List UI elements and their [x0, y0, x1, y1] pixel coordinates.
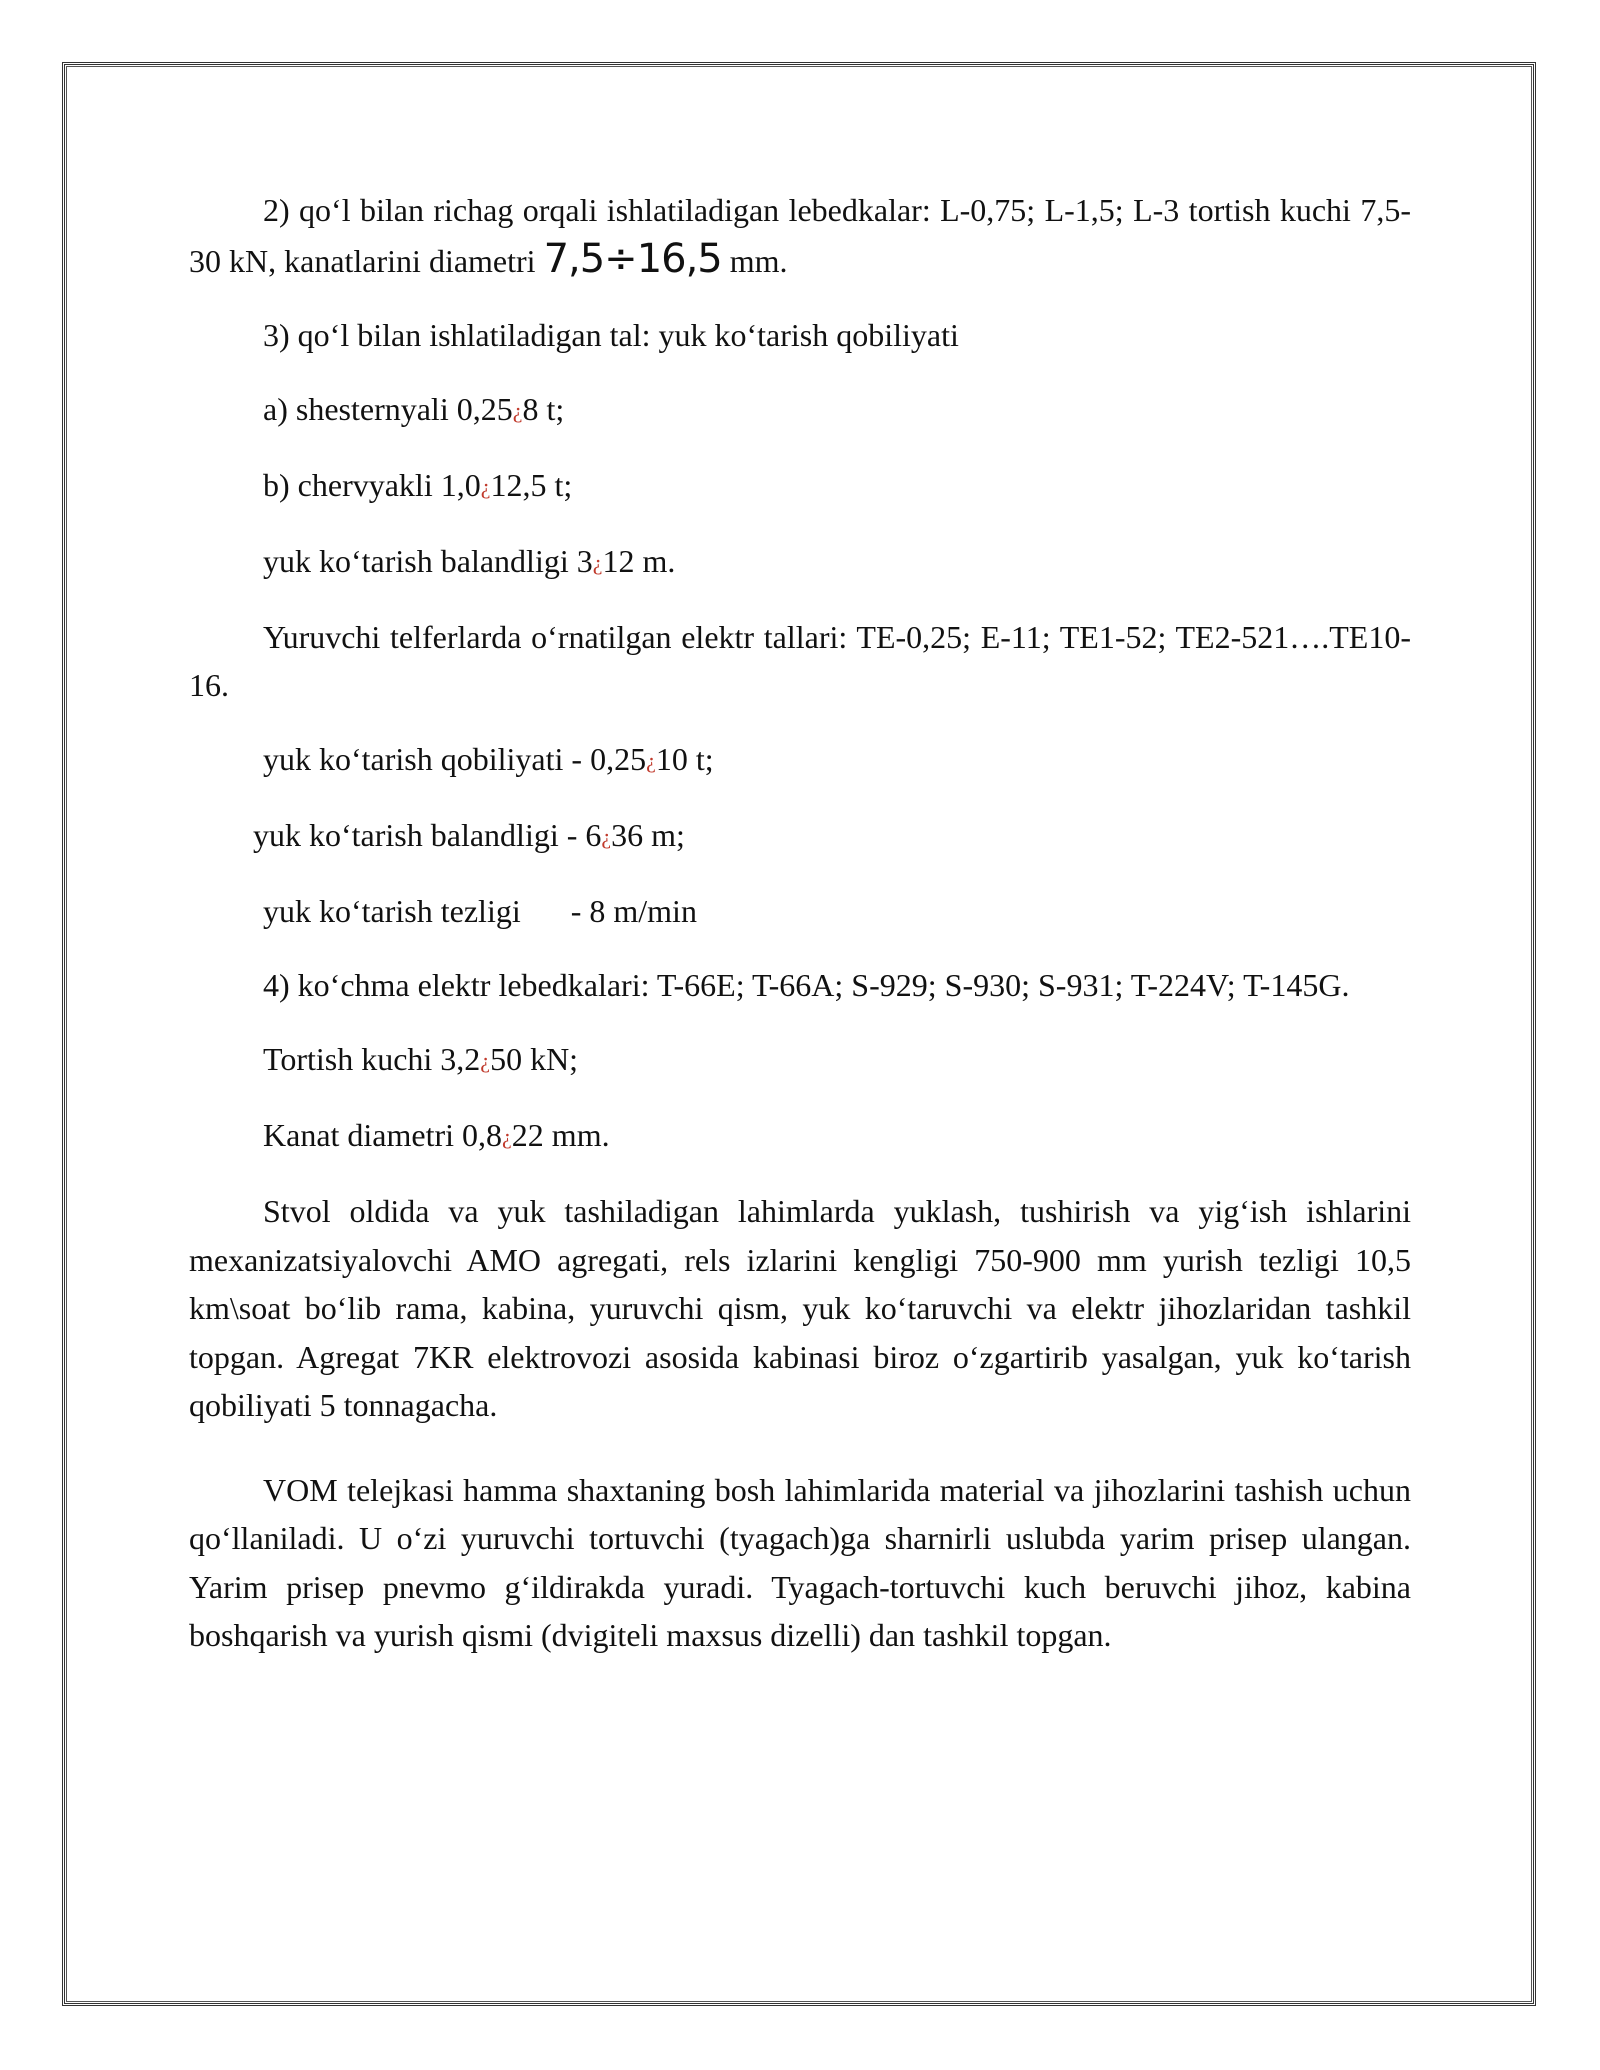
- text: - 8 m/min: [570, 893, 697, 929]
- text: Kanat diametri 0,8: [263, 1117, 503, 1153]
- text: 3) qoʻl bilan ishlatiladigan tal: yuk koʻtarish qobiliyati: [263, 316, 959, 353]
- range-glyph: ¿: [480, 473, 491, 499]
- range-glyph: ¿: [480, 1048, 491, 1073]
- text: VOM telejkasi hamma shaxtaning bosh lahimlarida material va jihozlarini tashish uchun qoʻllaniladi. U oʻzi yuruvchi tortuvchi (tyagach)ga sharnirli uslubda yarim prisep ulangan. Yarim prisep pnevmo gʻildirakda yuradi. Tyagach-tortuvchi kuch beruvchi jihoz, kabina boshqarish va yurish qismi (dvigiteli maxsus dizelli) dan tashkil topgan.: [189, 1471, 1411, 1653]
- text: yuk koʻtarish balandligi 3: [263, 542, 593, 579]
- text: 2) qoʻl bilan richag orqali ishlatiladigan lebedkalar: L-0,75; L-1,5; L-3 tortish kuchi 7,5-30 kN, kanatlarini diametri: [189, 192, 1411, 279]
- paragraph-rope-diameter: [189, 1111, 1411, 1162]
- text: 4) koʻchma elektr lebedkalari: T-66E; T-66A; S-929; S-930; S-931; T-224V; T-145G.: [263, 967, 1350, 1003]
- text: 12,5 t;: [490, 466, 573, 503]
- text: Tortish kuchi 3,2: [263, 1041, 481, 1077]
- text: 8 t;: [522, 390, 565, 427]
- paragraph-hand-winches: [189, 186, 1411, 285]
- text: yuk koʻtarish tezligi: [263, 893, 521, 929]
- text: 12 m.: [602, 542, 676, 579]
- text: mm.: [729, 242, 788, 279]
- range-glyph: ¿: [601, 824, 612, 849]
- paragraph-capacity: [189, 735, 1411, 786]
- text: yuk koʻtarish qobiliyati - 0,25: [263, 741, 647, 777]
- paragraph-mobile-winches: [189, 961, 1411, 1010]
- paragraph-telfer-height: [189, 811, 1411, 862]
- paragraph-telfers: [189, 613, 1411, 710]
- paragraph-vom-trolley: [189, 1466, 1411, 1660]
- text: Stvol oldida va yuk tashiladigan lahimlarda yuklash, tushirish va yigʻish ishlarini mexanizatsiyalovchi AMO agregati, rels izlarini kengligi 750-900 mm yurish tezligi 10,5 km\soat boʻlib rama, kabina, yuruvchi qism, yuk koʻtaruvchi va elektr jihozlaridan tashkil topgan. Agregat 7KR elektrovozi asosida kabinasi biroz oʻzgartirib yasalgan, yuk koʻtarish qobiliyati 5 tonnagacha.: [189, 1193, 1411, 1423]
- text: 22 mm.: [511, 1117, 610, 1153]
- range-glyph: ¿: [512, 397, 523, 423]
- paragraph-lift-height: [189, 537, 1411, 588]
- range-glyph: ¿: [592, 549, 603, 575]
- text: 50 kN;: [490, 1041, 579, 1077]
- text: 36 m;: [611, 817, 685, 853]
- document-body: [189, 186, 1411, 1660]
- paragraph-gear-hoist: [189, 385, 1411, 436]
- paragraph-amo-aggregate: [189, 1187, 1411, 1430]
- range-glyph: ¿: [646, 748, 656, 773]
- paragraph-lift-speed: [189, 887, 1411, 936]
- paragraph-pull-force: [189, 1035, 1411, 1086]
- text: yuk koʻtarish balandligi - 6: [253, 817, 602, 853]
- paragraph-hand-hoist: [189, 311, 1411, 360]
- text: b) chervyakli 1,0: [263, 466, 481, 503]
- paragraph-worm-hoist: [189, 461, 1411, 512]
- text: Yuruvchi telferlarda oʻrnatilgan elektr tallari: TE-0,25; E-11; TE1-52; TE2-521….TE10-16.: [189, 618, 1411, 703]
- text: a) shesternyali 0,25: [263, 390, 513, 427]
- text: 10 t;: [655, 741, 714, 777]
- diameter-formula: 7,5÷16,5: [543, 235, 722, 282]
- range-glyph: ¿: [502, 1124, 512, 1149]
